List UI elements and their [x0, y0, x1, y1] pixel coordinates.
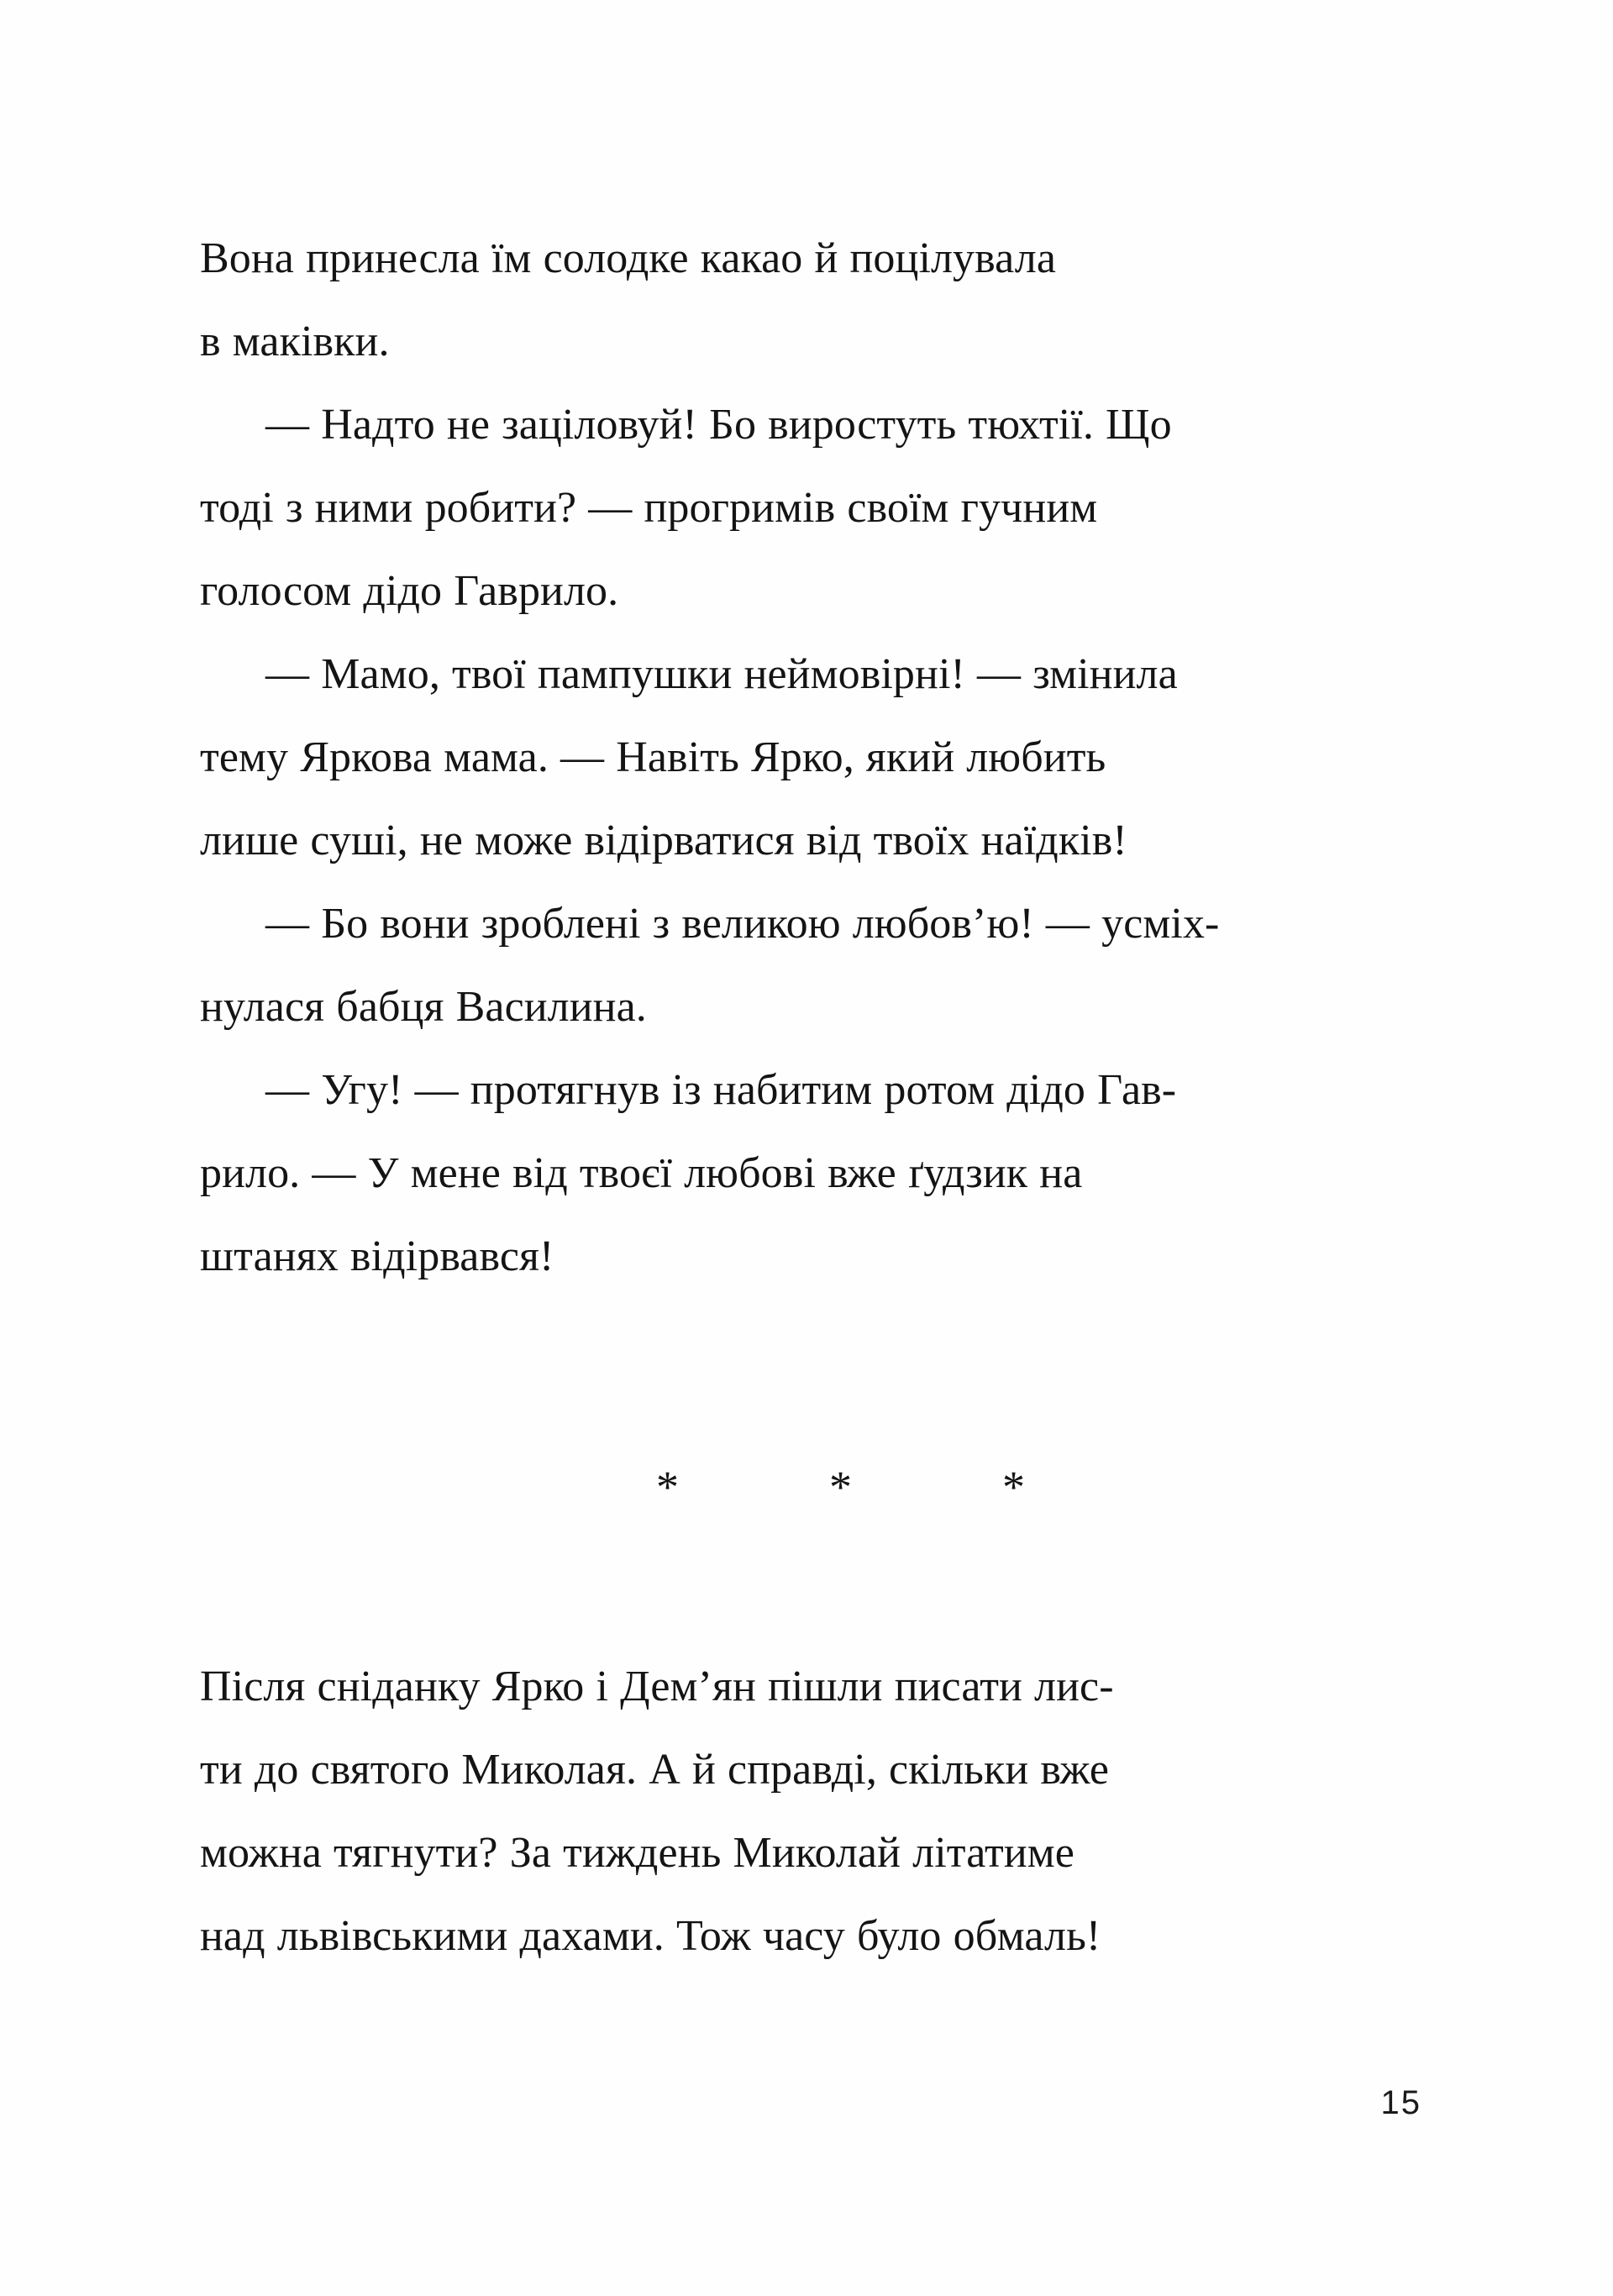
paragraph-6-line-3: можна тягнути? За тиждень Миколай літатиме	[200, 1829, 1074, 1877]
paragraph-6-line-4: над львівськими дахами. Тож часу було обмаль!	[200, 1912, 1101, 1960]
separator-asterisk-3: *	[1002, 1462, 1025, 1512]
paragraph-5-line-3: штанях відірвався!	[200, 1232, 554, 1280]
section-separator	[200, 1462, 1422, 1563]
paragraph-1-line-2: в маківки.	[200, 318, 390, 365]
paragraph-6-line-2: ти до святого Миколая. А й справді, скільки вже	[200, 1746, 1110, 1794]
paragraph-1-line-1: Вона принесла їм солодке какао й поцілувала	[200, 234, 1056, 282]
paragraph-3-line-3: лише суші, не може відірватися від твоїх наїдків!	[200, 817, 1127, 864]
paragraph-2-line-2: тоді з ними робити? — прогримів своїм гучним	[200, 484, 1098, 532]
page-text-block-top	[200, 217, 1422, 1298]
paragraph-4-line-1: — Бо вони зроблені з великою любов’ю! — усміх-	[265, 900, 1220, 948]
paragraph-6-line-1: Після сніданку Ярко і Дем’ян пішли писати лис-	[200, 1663, 1114, 1710]
separator-asterisk-1: *	[656, 1462, 679, 1512]
page-number: 15	[1380, 2084, 1421, 2121]
page-text-block-bottom	[200, 1645, 1422, 1978]
paragraph-3-line-1: — Мамо, твої пампушки неймовірні! — змінила	[265, 650, 1178, 698]
paragraph-3-line-2: тему Яркова мама. — Навіть Ярко, який любить	[200, 733, 1106, 781]
separator-asterisk-2: *	[829, 1462, 852, 1512]
paragraph-5-line-2: рило. — У мене від твоєї любові вже ґудзик на	[200, 1149, 1083, 1197]
paragraph-2-line-1: — Надто не зацiловуй! Бо виростуть тюхтії. Що	[265, 401, 1172, 449]
paragraph-5-line-1: — Угу! — протягнув із набитим ротом дідо Гав-	[265, 1066, 1177, 1114]
paragraph-4-line-2: нулася бабця Василина.	[200, 983, 647, 1031]
paragraph-2-line-3: голосом дідо Гаврило.	[200, 567, 619, 615]
